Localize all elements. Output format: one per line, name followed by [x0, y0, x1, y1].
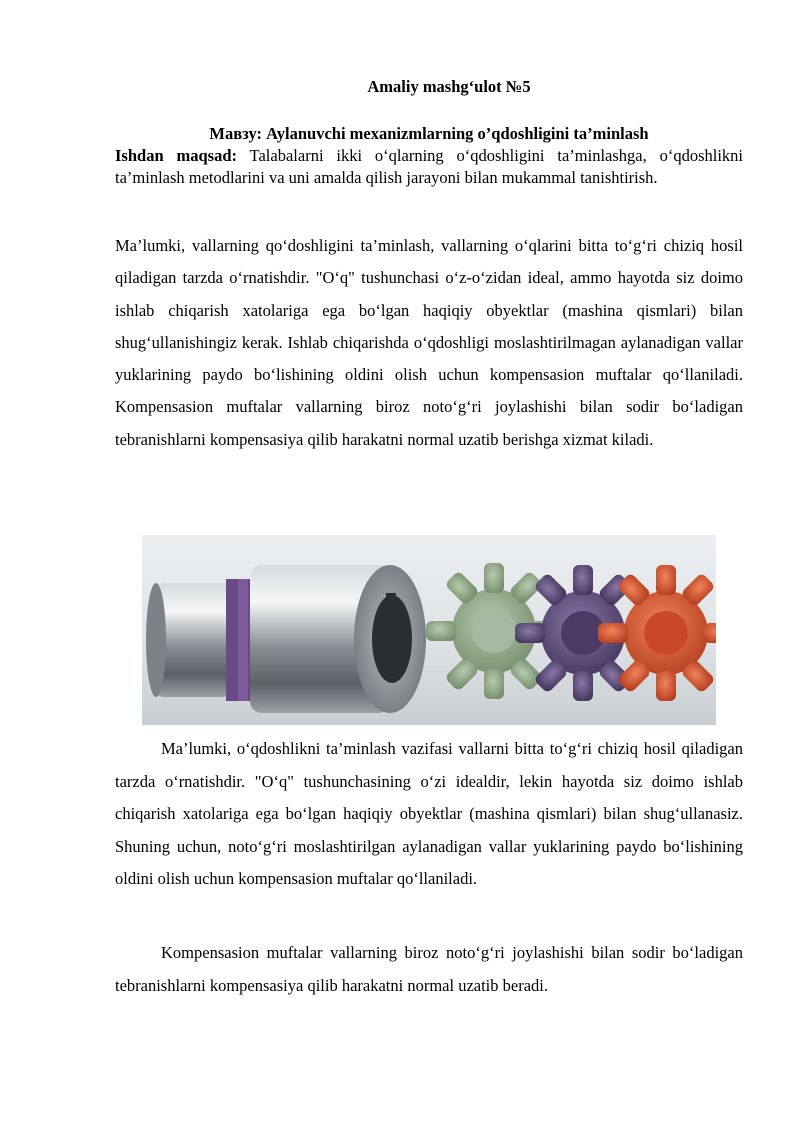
- topic-heading: Мавзу: Aylanuvchi mexanizmlarning o’qdoshligini ta’minlash: [209, 124, 649, 143]
- aim-label: Ishdan maqsad:: [115, 146, 237, 165]
- aim-text: Talabalarni ikki o‘qlarning o‘qdoshligini ta’minlashga, o‘qdoshlikni ta’minlash metodlarini va uni amalda qilish jarayoni bilan mukammal tanishtirish.: [115, 146, 743, 187]
- third-paragraph: Kompensasion muftalar vallarning biroz noto‘g‘ri joylashishi bilan sodir bo‘ladigan tebranishlarni kompensasiya qilib harakatni normal uzatib beradi.: [115, 943, 743, 995]
- coupling-photo: [142, 535, 716, 725]
- aim-paragraph: [115, 145, 743, 189]
- coupling-hub-right: [250, 565, 426, 713]
- intro-paragraph: Ma’lumki, vallarning qo‘doshligini ta’minlash, vallarning o‘qlarini bitta to‘g‘ri chiziq hosil qiladigan tarzda o‘rnatishdir. "O‘q" tushunchasi o‘z-o‘zidan ideal, ammo hayotda siz doimo ishlab chiqarish xatolariga ega bo‘lgan haqiqiy obyektlar (mashina qismlari) bilan shug‘ullanishingiz kerak. Ishlab chiqarishda o‘qdoshligi moslashtirilmagan aylanadigan vallar yuklarining paydo bo‘lishining oldini olish uchun kompensasion muftalar qo‘llaniladi. Kompensasion muftalar vallarning biroz noto‘g‘ri joylashishi bilan sodir bo‘ladigan tebranishlarni kompensasiya qilib harakatni normal uzatib berishga xizmat kiladi.: [115, 236, 743, 449]
- coupling-illustration: [142, 535, 716, 725]
- coupling-hub-left: [146, 583, 232, 697]
- second-paragraph: Ma’lumki, o‘qdoshlikni ta’minlash vazifasi vallarni bitta to‘g‘ri chiziq hosil qiladigan tarzda o‘rnatishdir. "O‘q" tushunchasining o‘zi idealdir, lekin hayotda siz doimo ishlab chiqarish xatolariga ega bo‘lgan haqiqiy obyektlar (mashina qismlari) bilan shug‘ullanasiz. Shuning uchun, noto‘g‘ri moslashtirilgan aylanadigan vallar yuklarining paydo bo‘lishining oldini olish uchun kompensasion muftalar qo‘llaniladi.: [115, 739, 743, 888]
- page-title: Amaliy mashg‘ulot №5: [367, 77, 531, 96]
